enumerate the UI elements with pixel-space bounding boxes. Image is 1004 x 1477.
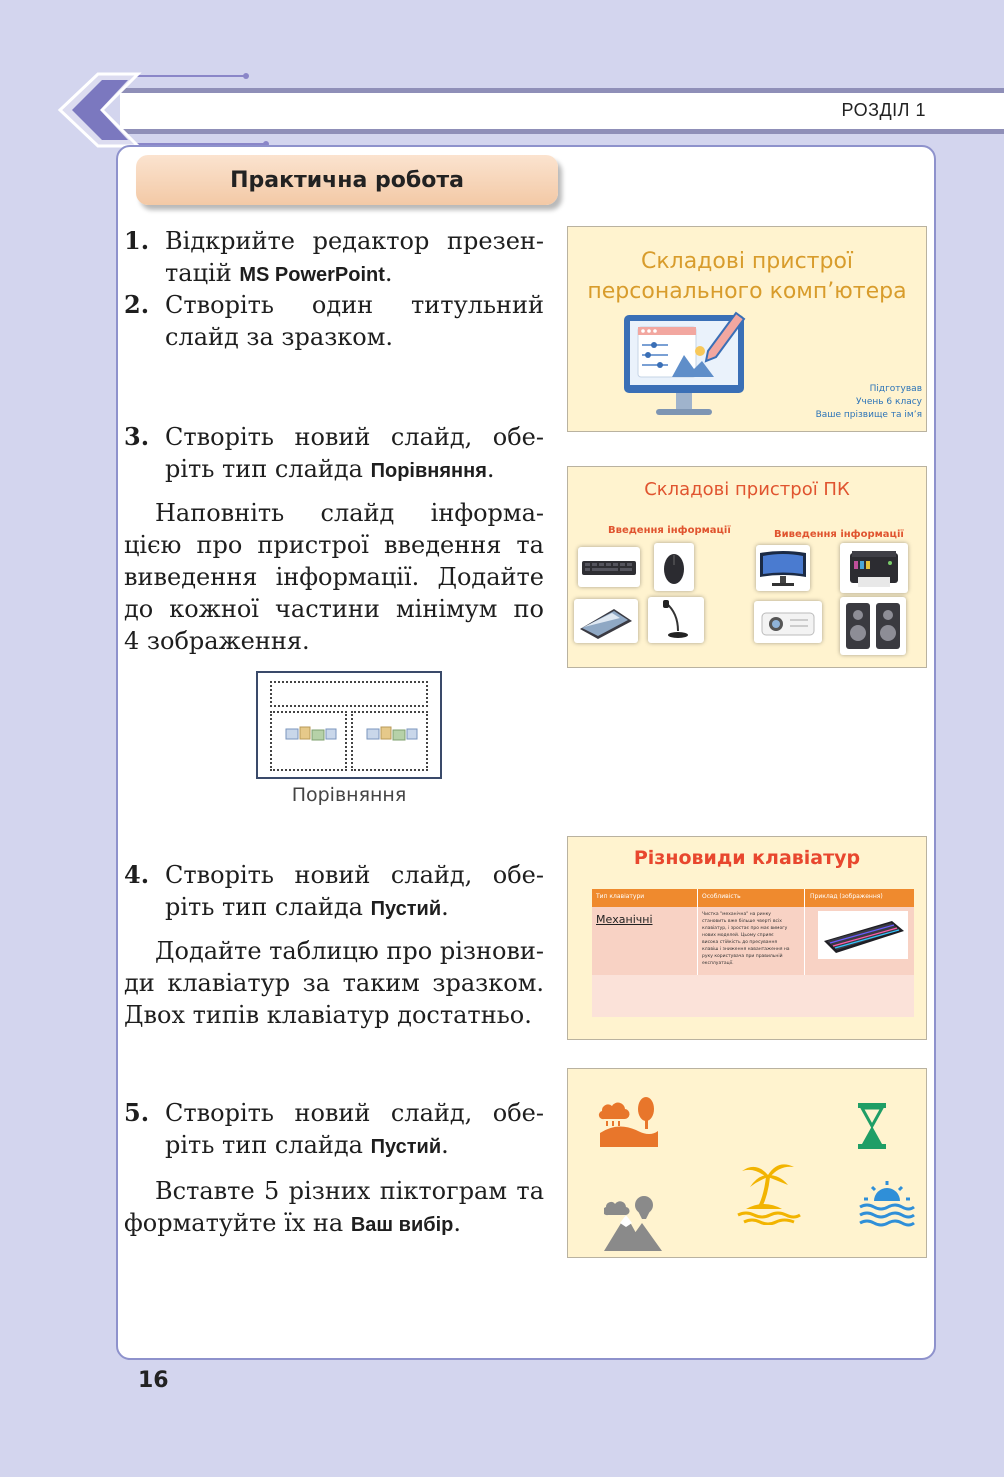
- task-2-number: 2.: [124, 290, 150, 319]
- table-cell-type: Механічні: [596, 913, 653, 926]
- task-3-line1: Створіть новий слайд, обе-: [165, 423, 544, 451]
- slide2-title: Складові пристрої ПК: [644, 479, 850, 500]
- task-5-para-1: Вставте 5 різних піктограм та: [155, 1177, 544, 1205]
- task-3-para-2: цією про пристрої введення та: [124, 531, 544, 559]
- slide-keyboard-table-sample: [567, 836, 927, 1040]
- task-5-line2: ріть тип слайда Пустий.: [165, 1131, 449, 1159]
- slide3-title: Різновиди клавіатур: [633, 847, 861, 869]
- palm-island-icon: [736, 1155, 802, 1225]
- slide1-title-line2: персонального комп’ютера: [587, 279, 907, 304]
- task-3-para-4: до кожної частини мінімум по: [124, 595, 544, 623]
- task-3-para-1: Наповніть слайд інформа-: [155, 499, 544, 527]
- placeholder-icons: [274, 723, 444, 747]
- task-4-line1: Створіть новий слайд, обе-: [165, 861, 544, 889]
- mechanical-keyboard-image: [818, 911, 908, 959]
- task-4-para-2: ди клавіатур за таким зразком.: [124, 969, 544, 997]
- task-2-line2: слайд за зразком.: [165, 323, 394, 351]
- table-col-example: Приклад (зображення): [810, 893, 883, 900]
- slide-pictograms-sample: [567, 1068, 927, 1258]
- task-1-line1: Відкрийте редактор презен-: [165, 227, 544, 255]
- page-number: 16: [138, 1368, 169, 1393]
- keyboard-table: [592, 889, 914, 1017]
- task-1-number: 1.: [124, 226, 150, 255]
- keyboard-image: [578, 547, 640, 587]
- slide1-credit-2: Учень 6 класу: [856, 397, 922, 407]
- slide1-credit-3: Ваше прізвище та ім’я: [815, 410, 922, 420]
- task-1-line2: тацій MS PowerPoint.: [165, 259, 393, 287]
- task-4-para-3: Двох типів клавіатур достатньо.: [124, 1001, 532, 1029]
- landscape-weather-icon: [598, 1089, 660, 1147]
- task-4-number: 4.: [124, 860, 150, 889]
- mountain-balloon-icon: [604, 1193, 662, 1251]
- monitor-image: [756, 545, 810, 591]
- slide-title-sample: [567, 226, 927, 432]
- monitor-illustration-icon: [620, 307, 752, 423]
- table-cell-feature: Чистка "механічна" на ринку становить вже більше чверті всіх клавіатур, і зростає про має вимогу нових моделей. Цьому сприяє висока стійкість до пресування клавіш і зниження навантаження на руку користувача при правильній експлуатації.: [702, 912, 790, 966]
- layout-label: Порівняння: [291, 784, 407, 806]
- scanner-image: [574, 599, 638, 643]
- task-3-para-3: виведення інформації. Додайте: [124, 563, 544, 591]
- page-title: Практична робота: [136, 155, 558, 205]
- hourglass-icon: [856, 1103, 888, 1149]
- table-col-feature: Особливість: [702, 893, 741, 900]
- chevron-icon: [56, 72, 286, 150]
- printer-image: [840, 543, 908, 593]
- slide-comparison-sample: [567, 466, 927, 668]
- task-5-para-2: форматуйте їх на Ваш вибір.: [124, 1209, 462, 1237]
- task-3-para-5: 4 зображення.: [124, 627, 310, 655]
- mouse-image: [654, 543, 694, 591]
- slide2-right-header: Виведення інформації: [774, 529, 904, 540]
- comparison-layout-thumbnail: [256, 671, 442, 779]
- microphone-image: [648, 597, 704, 643]
- task-5-line1: Створіть новий слайд, обе-: [165, 1099, 544, 1127]
- slide1-credit-1: Підготував: [869, 384, 922, 394]
- slide1-title-line1: Складові пристрої: [640, 249, 854, 274]
- task-4-line2: ріть тип слайда Пустий.: [165, 893, 449, 921]
- task-4-para-1: Додайте таблицю про різнови-: [155, 937, 545, 965]
- slide2-left-header: Введення інформації: [608, 525, 731, 536]
- section-label: РОЗДІЛ 1: [841, 100, 926, 120]
- sunrise-sea-icon: [858, 1179, 916, 1229]
- task-2-line1: Створіть один титульний: [165, 291, 544, 319]
- projector-image: [754, 601, 822, 643]
- task-5-number: 5.: [124, 1098, 150, 1127]
- speakers-image: [840, 597, 906, 655]
- task-3-line2: ріть тип слайда Порівняння.: [165, 455, 495, 483]
- task-3-number: 3.: [124, 422, 150, 451]
- table-col-type: Тип клавіатури: [596, 893, 645, 900]
